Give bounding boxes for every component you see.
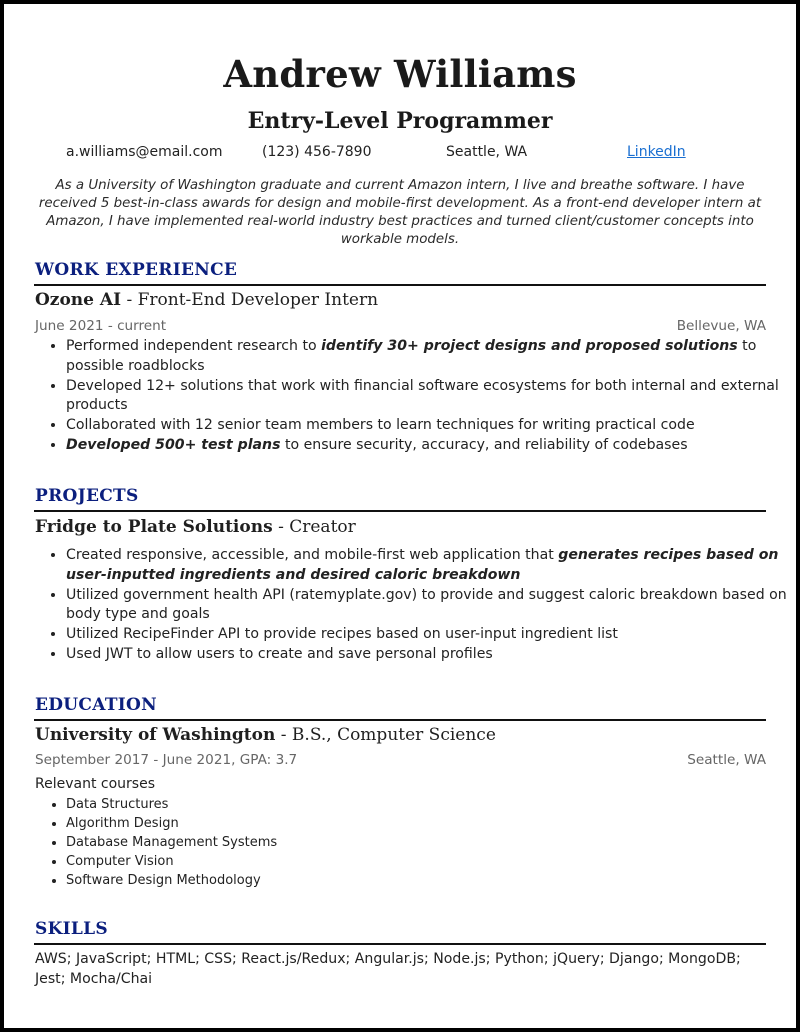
courses-list: [34, 795, 277, 890]
section-divider: [34, 943, 766, 945]
list-item: • Developed 12+ solutions that work with financial software ecosystems for both internal and external products: [66, 377, 796, 416]
resume-page: [4, 4, 796, 1028]
list-item: • Performed independent research to identify 30+ project designs and proposed solutions to possible roadblocks: [66, 337, 796, 376]
role-name: Front-End Developer Intern: [137, 290, 379, 310]
contact-location: Seattle, WA: [446, 144, 528, 160]
list-item: • Software Design Methodology: [66, 871, 277, 890]
contact-phone: (123) 456-7890: [262, 144, 372, 160]
education-entry-title: [35, 725, 496, 745]
linkedin-link[interactable]: LinkedIn: [627, 144, 686, 160]
education-dates: September 2017 - June 2021, GPA: 3.7: [35, 752, 298, 768]
section-divider: [34, 719, 766, 721]
title-separator: -: [272, 517, 290, 537]
list-item: • Algorithm Design: [66, 814, 277, 833]
work-entry-title: [35, 290, 378, 310]
list-item: • Data Structures: [66, 795, 277, 814]
degree-name: B.S., Computer Science: [291, 725, 496, 745]
list-item: • Utilized RecipeFinder API to provide recipes based on user-input ingredient list: [66, 625, 796, 645]
list-item: • Database Management Systems: [66, 833, 277, 852]
list-item: • Utilized government health API (ratemyplate.gov) to provide and suggest caloric breakdown based on body type and goals: [66, 586, 796, 625]
project-entry-title: [35, 517, 356, 537]
contact-email: a.williams@email.com: [66, 144, 223, 160]
work-dates: June 2021 - current: [35, 318, 167, 334]
work-location: Bellevue, WA: [676, 318, 766, 334]
list-item: • Developed 500+ test plans to ensure security, accuracy, and reliability of codebases: [66, 436, 796, 456]
list-item: • Used JWT to allow users to create and save personal profiles: [66, 645, 796, 665]
candidate-name: Andrew Williams: [223, 52, 577, 96]
project-bullets: [34, 546, 796, 665]
list-item: • Collaborated with 12 senior team members to learn techniques for writing practical code: [66, 416, 796, 436]
section-divider: [34, 510, 766, 512]
company-name: Ozone AI: [35, 290, 122, 310]
courses-label: Relevant courses: [35, 776, 155, 792]
linkedin-link-wrap: [627, 144, 686, 160]
job-title: Entry-Level Programmer: [247, 108, 553, 134]
list-item: • Computer Vision: [66, 852, 277, 871]
title-separator: -: [275, 725, 292, 745]
school-name: University of Washington: [35, 725, 276, 745]
section-divider: [34, 284, 766, 286]
title-separator: -: [121, 290, 138, 310]
project-name: Fridge to Plate Solutions: [35, 517, 273, 537]
education-location: Seattle, WA: [687, 752, 766, 768]
project-role: Creator: [289, 517, 356, 537]
profile-summary: As a University of Washington graduate and current Amazon intern, I live and breathe software. I have received 5 best-in-class awards for design and mobile-first development. As a front-end developer intern at Amazon, I have implemented real-world industry best practices and turned client/customer concepts into workable models.: [38, 178, 762, 247]
work-bullets: [34, 337, 796, 456]
list-item: • Created responsive, accessible, and mobile-first web application that generates recipes based on user-inputted ingredients and desired caloric breakdown: [66, 546, 796, 585]
section-heading-work: WORK EXPERIENCE: [35, 260, 238, 280]
section-heading-skills: SKILLS: [35, 919, 108, 939]
section-heading-education: EDUCATION: [35, 695, 157, 715]
skills-text: AWS; JavaScript; HTML; CSS; React.js/Redux; Angular.js; Node.js; Python; jQuery; Django; MongoDB; Jest; Mocha/Chai: [35, 951, 741, 987]
section-heading-projects: PROJECTS: [35, 486, 139, 506]
